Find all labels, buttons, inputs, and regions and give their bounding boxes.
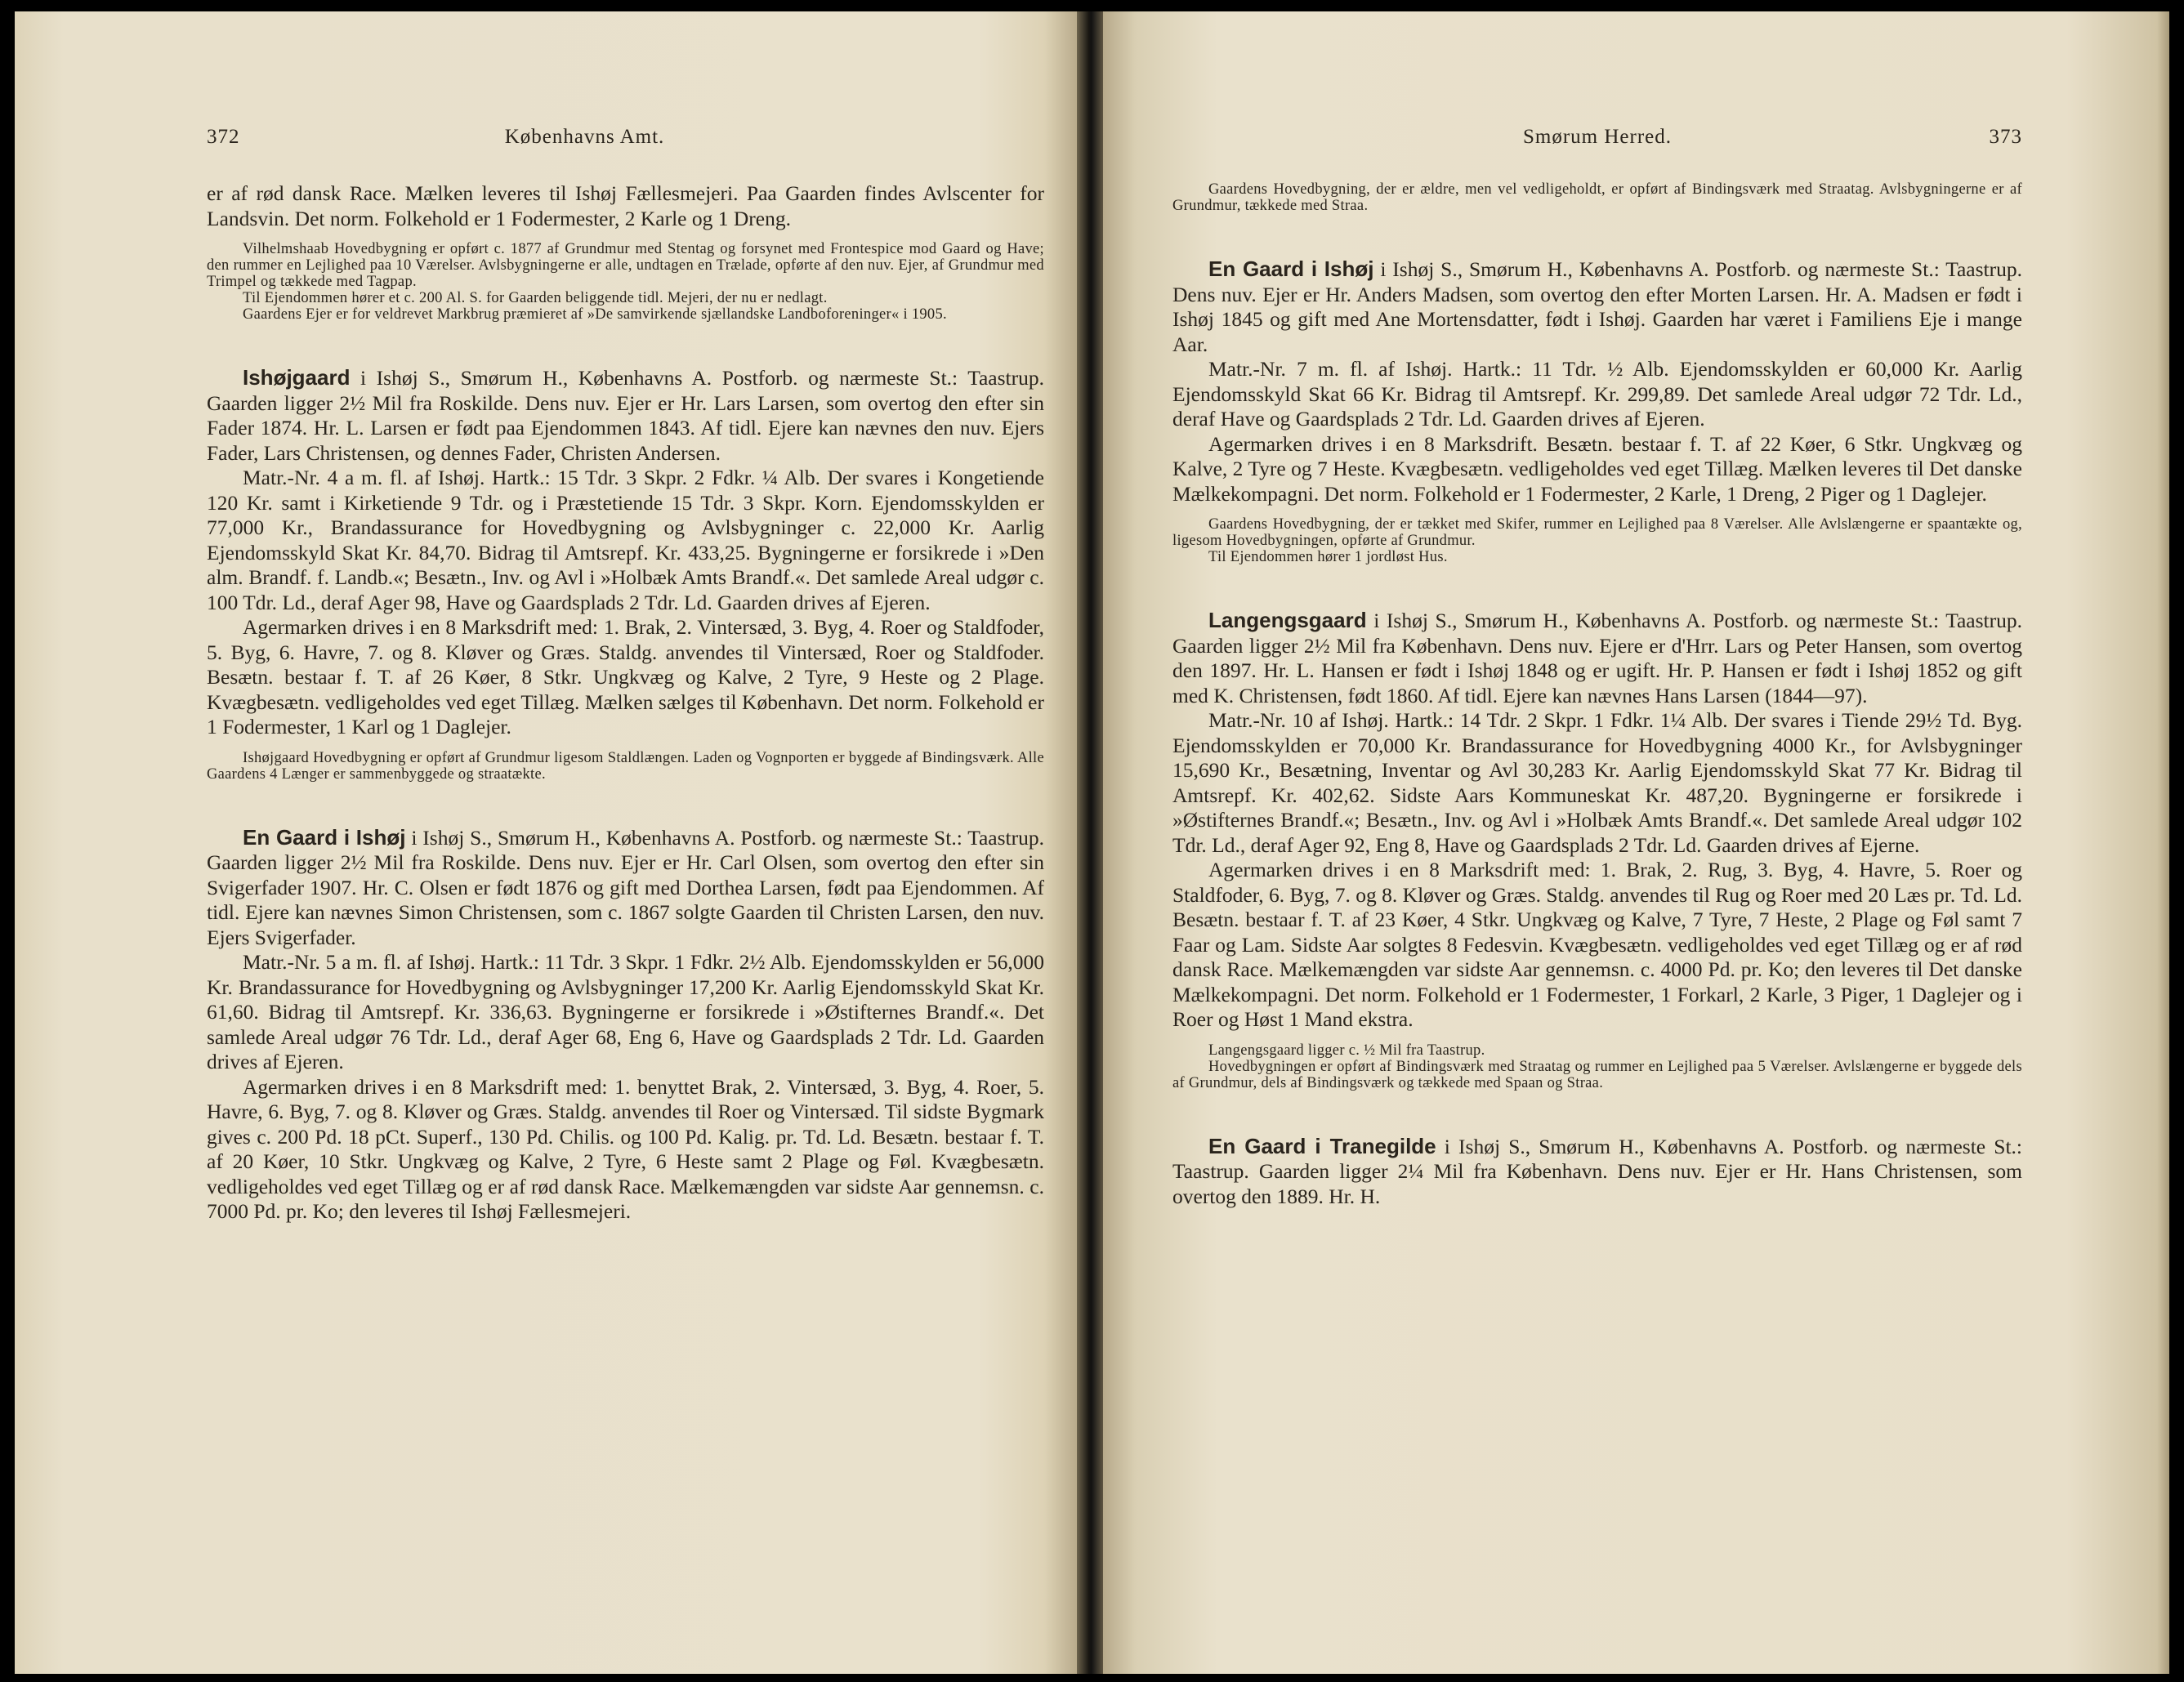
left-page bbox=[15, 11, 1077, 1674]
note-paragraph: Langengsgaard ligger c. ½ Mil fra Taastrup. bbox=[1208, 1042, 1485, 1059]
note-paragraph: Gaardens Hovedbygning, der er tækket med Skifer, rummer en Lejlighed paa 8 Værelser. Alle Avlslængerne er spaantækte og, ligesom Hovedbygningen, opførte af Grundmur. bbox=[1172, 516, 2022, 549]
right-page bbox=[1103, 11, 2169, 1674]
right-page-header bbox=[1172, 126, 2022, 158]
text-paragraph: Agermarken drives i en 8 Marksdrift med: 1. Brak, 2. Rug, 3. Byg, 4. Havre, 5. Roer og Staldfoder, 6. Byg, 7. og 8. Kløver og Græs. Staldg. anvendes til Rug og Roer med 20 Læs pr. Td. Ld. Besætn. bestaar f. T. af 23 Køer, 4 Stkr. Ungkvæg og Kalve, 7 Tyre, 7 Heste, 2 Plage og Føl samt 7 Faar og Lam. Sidste Aar solgtes 8 Fedesvin. Kvægbesætn. vedligeholdes ved eget Tillæg og er af rød dansk Race. Mælkemængden var sidste Aar gennemsn. c. 4000 Pd. pr. Ko; den leveres til Det danske Mælkekompagni. Det norm. Folkehold er 1 Fodermester, 1 Forkarl, 2 Karle, 3 Piger, 1 Daglejer og i Roer og Høst 1 Mand ekstra. bbox=[1172, 858, 2022, 1031]
text-paragraph: Agermarken drives i en 8 Marksdrift med: 1. Brak, 2. Vintersæd, 3. Byg, 4. Roer og Staldfoder, 5. Byg, 6. Havre, 7. og 8. Kløver og Græs. Staldg. anvendes til Vintersæd, Roer og Staldfoder. Besætn. bestaar f. T. af 26 Køer, 8 Stkr. Ungkvæg og Kalve, 2 Tyre, 9 Heste og 2 Plage. Kvægbesætn. vedligeholdes ved eget Tillæg. Mælken sælges til København. Det norm. Folkehold er 1 Fodermester, 1 Karl og 1 Daglejer. bbox=[207, 615, 1044, 738]
note-paragraph: Gaardens Ejer er for veldrevet Markbrug præmieret af »De samvirkende sjællandske Landboforeninger« i 1905. bbox=[243, 306, 947, 323]
text-paragraph: Matr.-Nr. 7 m. fl. af Ishøj. Hartk.: 11 Tdr. ½ Alb. Ejendomsskylden er 60,000 Kr. Aarlig Ejendomsskyld Skat 66 Kr. Bidrag til Amtsrepf. Kr. 299,89. Det samlede Areal udgør 72 Tdr. Ld., deraf Have og Gaardsplads 2 Tdr. Ld. Gaarden drives af Ejeren. bbox=[1172, 357, 2022, 431]
left-page-number: 372 bbox=[207, 126, 240, 148]
right-page-body bbox=[1172, 181, 2022, 1209]
note-paragraph: Hovedbygningen er opført af Bindingsværk med Straatag og rummer en Lejlighed paa 5 Værelser. Avlslængerne er byggede dels af Grundmur, dels af Bindingsværk og tækkede med Spaan og Straa. bbox=[1172, 1058, 2022, 1091]
left-running-head: Københavns Amt. bbox=[504, 126, 665, 148]
note-paragraph: Gaardens Hovedbygning, der er ældre, men vel vedligeholdt, er opført af Bindingsværk med Straatag. Avlsbygningerne er af Grundmur, tækkede med Straa. bbox=[1172, 181, 2022, 214]
text-paragraph: er af rød dansk Race. Mælken leveres til Ishøj Fællesmejeri. Paa Gaarden findes Avlscenter for Landsvin. Det norm. Folkehold er 1 Fodermester, 2 Karle og 1 Dreng. bbox=[207, 181, 1044, 230]
note-paragraph: Til Ejendommen hører 1 jordløst Hus. bbox=[1208, 549, 1448, 565]
text-paragraph: Matr.-Nr. 5 a m. fl. af Ishøj. Hartk.: 11 Tdr. 3 Skpr. 1 Fdkr. 2½ Alb. Ejendomsskylden er 56,000 Kr. Brandassurance for Hovedbygning og Avlsbygninger 17,200 Kr. Aarlig Ejendomsskyld Skat Kr. 61,60. Bidrag til Amtsrepf. Kr. 336,63. Bygningerne er forsikrede i »Østifternes Brandf.«. Det samlede Areal udgør 76 Tdr. Ld., deraf Ager 68, Eng 6, Have og Gaardsplads 2 Tdr. Ld. Gaarden drives af Ejeren. bbox=[207, 950, 1044, 1073]
text-paragraph: Matr.-Nr. 4 a m. fl. af Ishøj. Hartk.: 15 Tdr. 3 Skpr. 2 Fdkr. ¼ Alb. Der svares i Kongetiende 120 Kr. samt i Kirketiende 9 Tdr. og i Præstetiende 15 Tdr. 3 Skpr. Korn. Ejendomsskylden er 77,000 Kr., Brandassurance for Hovedbygning og Avlsbygninger c. 22,000 Kr. Aarlig Ejendomsskyld Skat Kr. 84,70. Bidrag til Amtsrepf. Kr. 433,25. Bygningerne er forsikrede i »Den alm. Brandf. f. Landb.«; Besætn., Inv. og Avl i »Holbæk Amts Brandf.«. Det samlede Areal udgør c. 100 Tdr. Ld., deraf Ager 98, Have og Gaardsplads 2 Tdr. Ld. Gaarden drives af Ejeren. bbox=[207, 466, 1044, 614]
note-paragraph: Ishøjgaard Hovedbygning er opført af Grundmur ligesom Staldlængen. Laden og Vognporten er byggede af Bindingsværk. Alle Gaardens 4 Længer er sammenbyggede og straatækte. bbox=[207, 749, 1044, 783]
left-page-body bbox=[207, 181, 1044, 1225]
note-paragraph: Til Ejendommen hører et c. 200 Al. S. for Gaarden beliggende tidl. Mejeri, der nu er nedlagt. bbox=[243, 290, 828, 306]
book-gutter bbox=[1077, 11, 1103, 1674]
text-paragraph: Agermarken drives i en 8 Marksdrift. Besætn. bestaar f. T. af 22 Køer, 6 Stkr. Ungkvæg og Kalve, 2 Tyre og 7 Heste. Kvægbesætn. vedligeholdes ved eget Tillæg. Mælken leveres til Det danske Mælkekompagni. Det norm. Folkehold er 1 Fodermester, 2 Karle, 1 Dreng, 2 Piger og 1 Daglejer. bbox=[1172, 431, 2022, 506]
entry-paragraph: Ishøjgaard i Ishøj S., Smørum H., Københavns A. Postforb. og nærmeste St.: Taastrup. Gaarden ligger 2½ Mil fra Roskilde. Dens nuv. Ejer er Hr. Lars Larsen, som overtog den efter sin Fader 1874. Hr. L. Larsen er født paa Ejendommen 1843. Af tidl. Ejere kan nævnes den nuv. Ejers Fader, Lars Christensen, og dennes Fader, Christen Andersen. bbox=[207, 365, 1044, 465]
entry-paragraph: En Gaard i Tranegilde i Ishøj S., Smørum H., Københavns A. Postforb. og nærmeste St.: Taastrup. Gaarden ligger 2¼ Mil fra København. Dens nuv. Ejer er Hr. Hans Christensen, som overtog den 1889. Hr. H. bbox=[1172, 1133, 2022, 1208]
note-paragraph: Vilhelmshaab Hovedbygning er opført c. 1877 af Grundmur med Stentag og forsynet med Frontespice mod Gaard og Have; den rummer en Lejlighed paa 10 Værelser. Avlsbygningerne er alle, undtagen en Trælade, opførte af den nuv. Ejer, af Grundmur med Trimpel og tækkede med Tagpap. bbox=[207, 241, 1044, 290]
text-paragraph: Agermarken drives i en 8 Marksdrift med: 1. benyttet Brak, 2. Vintersæd, 3. Byg, 4. Roer, 5. Havre, 6. Byg, 7. og 8. Kløver og Græs. Staldg. anvendes til Roer og Vintersæd. Til sidste Bygmark gives c. 200 Pd. 18 pCt. Superf., 130 Pd. Chilis. og 100 Pd. Kalig. pr. Td. Ld. Besætn. bestaar f. T. af 20 Køer, 10 Stkr. Ungkvæg og Kalve, 2 Tyre, 6 Heste samt 2 Plage og Føl. Kvægbesætn. vedligeholdes ved eget Tillæg og er af rød dansk Race. Mælkemængden var sidste Aar gennemsn. c. 7000 Pd. pr. Ko; den leveres til Ishøj Fællesmejeri. bbox=[207, 1074, 1044, 1223]
text-paragraph: Matr.-Nr. 10 af Ishøj. Hartk.: 14 Tdr. 2 Skpr. 1 Fdkr. 1¼ Alb. Der svares i Tiende 29½ Td. Byg. Ejendomsskylden er 70,000 Kr. Brandassurance for Hovedbygning 4000 Kr., for Avlsbygninger 15,690 Kr., Besætning, Inventar og Avl 30,283 Kr. Aarlig Ejendomsskyld Skat 77 Kr. Bidrag til Amtsrepf. Kr. 402,62. Sidste Aars Kommuneskat Kr. 487,20. Bygningerne er forsikrede i »Østifternes Brandf.«; Besætn., Inv. og Avl i »Holbæk Amts Brandf.«. Det samlede Areal udgør 102 Tdr. Ld., deraf Ager 92, Eng 8, Have og Gaardsplads 2 Tdr. Ld. Gaarden drives af Ejerne. bbox=[1172, 708, 2022, 857]
entry-paragraph: Langengsgaard i Ishøj S., Smørum H., Københavns A. Postforb. og nærmeste St.: Taastrup. Gaarden ligger 2½ Mil fra København. Dens nuv. Ejere er d'Hrr. Lars og Peter Hansen, som overtog den 1897. Hr. L. Hansen er født i Ishøj 1848 og er ugift. Hr. P. Hansen er født i Ishøj 1852 og gift med K. Christensen, født 1860. Af tidl. Ejere kan nævnes Hans Larsen (1844—97). bbox=[1172, 608, 2022, 707]
entry-paragraph: En Gaard i Ishøj i Ishøj S., Smørum H., Københavns A. Postforb. og nærmeste St.: Taastrup. Gaarden ligger 2½ Mil fra Roskilde. Dens nuv. Ejer er Hr. Carl Olsen, som overtog den efter sin Svigerfader 1907. Hr. C. Olsen er født 1876 og gift med Dorthea Larsen, født paa Ejendommen. Af tidl. Ejere kan nævnes Simon Christensen, som c. 1867 solgte Gaarden til Christen Larsen, den nuv. Ejers Svigerfader. bbox=[207, 824, 1044, 949]
left-page-header bbox=[207, 126, 1044, 158]
entry-title: En Gaard i Ishøj bbox=[243, 824, 406, 850]
entry-paragraph: En Gaard i Ishøj i Ishøj S., Smørum H., Københavns A. Postforb. og nærmeste St.: Taastrup. Dens nuv. Ejer er Hr. Anders Madsen, som overtog den efter Morten Larsen. Hr. A. Madsen er født i Ishøj 1845 og gift med Ane Mortensdatter, født i Ishøj. Gaarden har været i Familiens Eje i mange Aar. bbox=[1172, 257, 2022, 356]
entry-title: Langengsgaard bbox=[1208, 608, 1367, 632]
entry-title: En Gaard i Ishøj bbox=[1208, 257, 1374, 281]
entry-title: En Gaard i Tranegilde bbox=[1208, 1133, 1436, 1158]
entry-title: Ishøjgaard bbox=[243, 365, 351, 390]
right-page-number: 373 bbox=[1989, 126, 2022, 148]
right-running-head: Smørum Herred. bbox=[1522, 126, 1673, 148]
